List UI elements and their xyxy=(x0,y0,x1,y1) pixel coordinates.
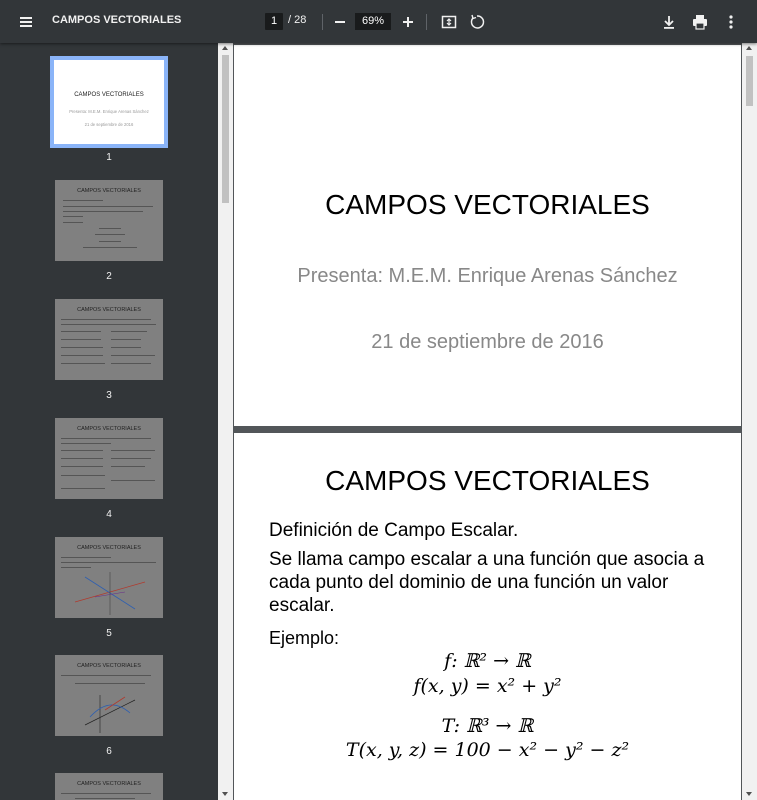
download-icon[interactable] xyxy=(659,12,679,32)
sidebar-scroll-thumb[interactable] xyxy=(222,55,229,203)
pdf-toolbar xyxy=(0,0,757,43)
rotate-icon[interactable] xyxy=(467,12,487,32)
toolbar-divider xyxy=(426,14,427,30)
print-icon[interactable] xyxy=(690,12,710,32)
thumbnail-number: 4 xyxy=(106,509,112,520)
zoom-input[interactable]: 69% xyxy=(355,13,391,30)
menu-icon[interactable] xyxy=(16,12,36,32)
thumbnail-number: 2 xyxy=(106,271,112,282)
thumbnail-page-5[interactable] xyxy=(55,537,163,618)
slide-title: CAMPOS VECTORIALES xyxy=(325,465,650,496)
thumbnail-page-6[interactable] xyxy=(55,655,163,736)
thumbnail-number: 5 xyxy=(106,628,112,639)
pdf-page-2 xyxy=(234,433,741,800)
zoom-in-icon[interactable] xyxy=(398,12,418,32)
equation-f-mapping: f: ℝ² → ℝ xyxy=(444,650,531,672)
page-total: / 28 xyxy=(288,14,307,26)
definition-heading: Definición de Campo Escalar. xyxy=(269,520,519,541)
scroll-up-icon[interactable] xyxy=(746,46,752,50)
more-icon[interactable] xyxy=(721,12,741,32)
scroll-up-icon[interactable] xyxy=(222,46,228,50)
scroll-down-icon[interactable] xyxy=(222,792,228,796)
thumbnail-title: CAMPOS VECTORIALES xyxy=(77,545,141,551)
slide-date: 21 de septiembre de 2016 xyxy=(371,331,604,353)
thumbnail-title: CAMPOS VECTORIALES xyxy=(77,781,141,787)
slide-presenter: Presenta: M.E.M. Enrique Arenas Sánchez xyxy=(297,265,678,287)
equation-t-definition: T(x, y, z) = 100 − x² − y² − z² xyxy=(345,739,630,761)
thumbnail-sidebar xyxy=(0,43,218,800)
document-title: CAMPOS VECTORIALES xyxy=(52,14,182,26)
thumbnail-curve-sketch xyxy=(55,655,163,736)
thumbnail-subtitle: Presenta: M.E.M. Enrique Arenas Sánchez xyxy=(69,109,149,114)
example-label: Ejemplo: xyxy=(269,628,340,648)
definition-body: Se llama campo escalar a una función que asocia a cada punto del dominio de una función un valor escalar. xyxy=(269,549,705,616)
document-scrollbar[interactable] xyxy=(742,43,757,800)
thumbnail-page-7[interactable] xyxy=(55,773,163,800)
thumbnail-title: CAMPOS VECTORIALES xyxy=(77,307,141,313)
thumbnail-title: CAMPOS VECTORIALES xyxy=(77,663,141,669)
equation-t-mapping: T: ℝ³ → ℝ xyxy=(441,715,534,737)
thumbnail-page-1[interactable] xyxy=(54,60,164,144)
slide-title: CAMPOS VECTORIALES xyxy=(325,189,650,220)
page-number-input[interactable]: 1 xyxy=(265,13,283,30)
document-viewer xyxy=(233,43,742,800)
zoom-out-icon[interactable] xyxy=(330,12,350,32)
thumbnail-number: 3 xyxy=(106,390,112,401)
thumbnail-title: CAMPOS VECTORIALES xyxy=(77,188,141,194)
thumbnail-date: 21 de septiembre de 2016 xyxy=(84,122,134,127)
equation-f-definition: f(x, y) = x² + y² xyxy=(413,675,562,697)
fit-page-icon[interactable] xyxy=(439,12,459,32)
scroll-down-icon[interactable] xyxy=(746,792,752,796)
thumbnail-number: 6 xyxy=(106,746,112,757)
thumbnail-page-2[interactable] xyxy=(55,180,163,261)
document-scroll-thumb[interactable] xyxy=(746,56,753,106)
sidebar-scrollbar[interactable] xyxy=(218,43,233,800)
pdf-page-1 xyxy=(234,45,741,426)
thumbnail-number: 1 xyxy=(106,152,112,163)
thumbnail-page-3[interactable] xyxy=(55,299,163,380)
thumbnail-page-4[interactable] xyxy=(55,418,163,499)
thumbnail-title: CAMPOS VECTORIALES xyxy=(74,92,144,98)
thumbnail-vector-sketch xyxy=(55,537,163,618)
toolbar-divider xyxy=(322,14,323,30)
thumbnail-title: CAMPOS VECTORIALES xyxy=(77,426,141,432)
